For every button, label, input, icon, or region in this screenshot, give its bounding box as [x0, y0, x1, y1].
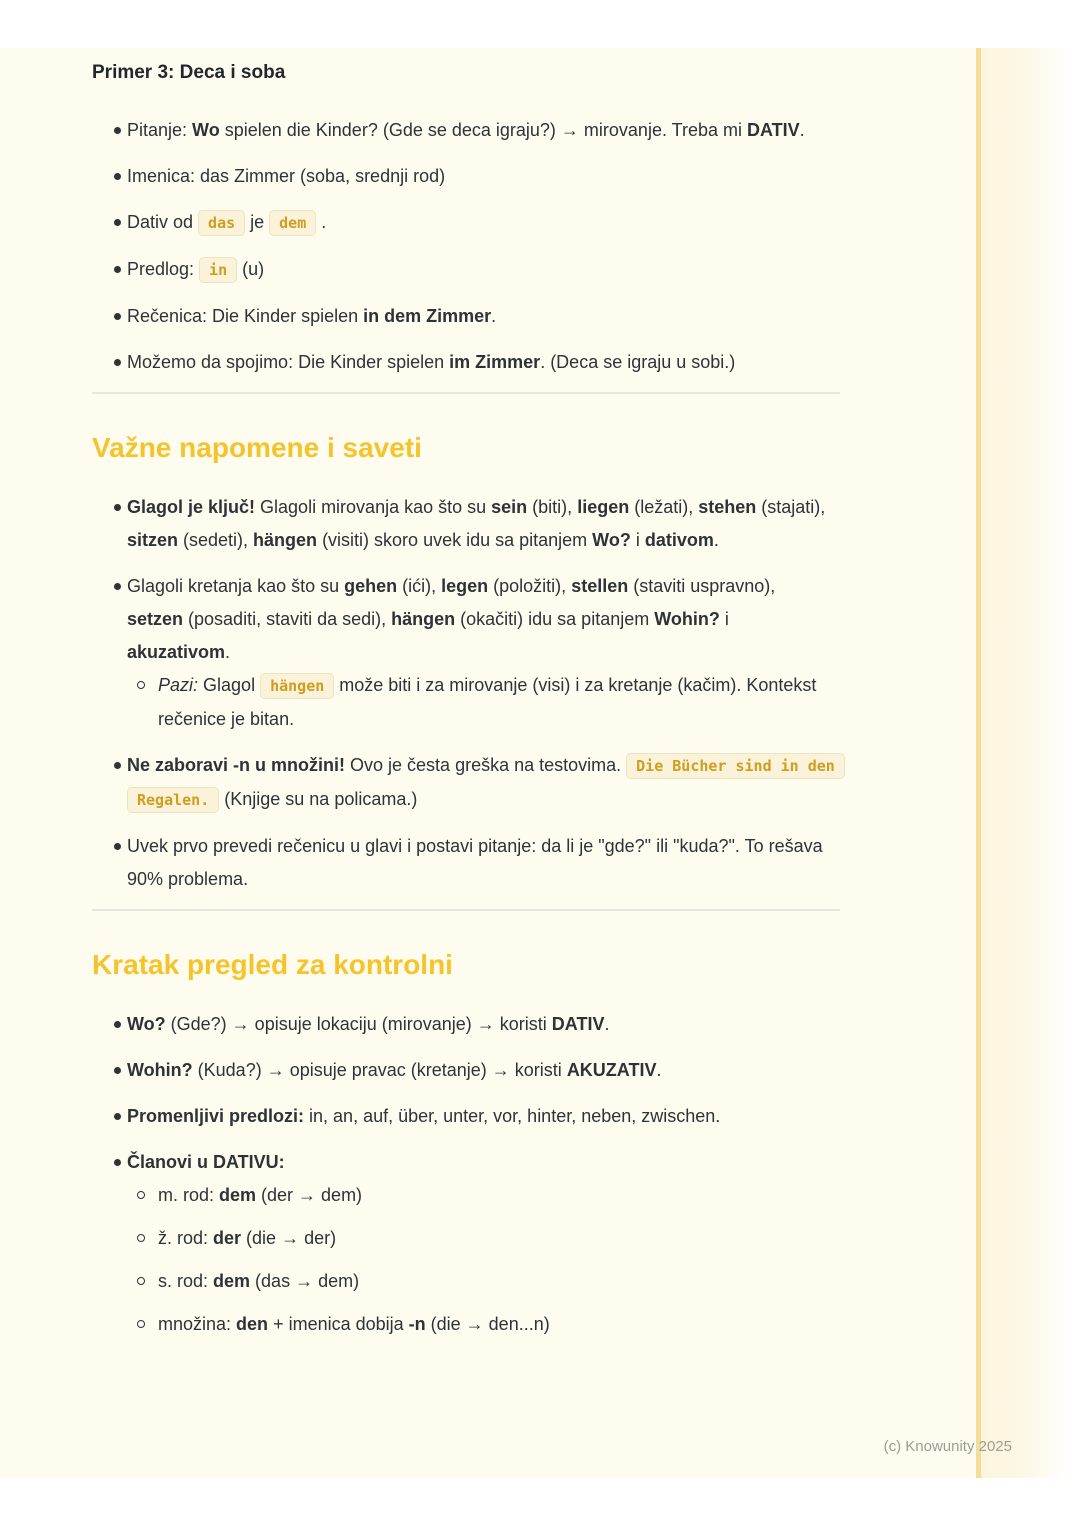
- text-run: (Knjige su na policama.): [219, 789, 418, 809]
- list-item: [127, 1222, 840, 1255]
- text-run: .: [225, 642, 231, 662]
- list-item-text: [127, 830, 835, 896]
- list-item-text: [127, 346, 835, 379]
- text-run: (der → dem): [256, 1185, 363, 1205]
- text-run: Ovo je česta greška na testovima.: [345, 755, 627, 775]
- accent-stripe-fade: [981, 48, 1080, 1478]
- text-run: Možemo da spojimo: Die Kinder spielen: [127, 352, 450, 372]
- text-run: Wohin?: [127, 1060, 193, 1080]
- code-chip: in: [199, 257, 237, 283]
- text-run: Wo: [192, 120, 220, 140]
- list-item-text: [127, 300, 835, 333]
- copyright-footer: (c) Knowunity 2025: [883, 1438, 1012, 1455]
- list-item-text: [158, 1179, 818, 1212]
- text-run: m. rod:: [158, 1185, 220, 1205]
- text-run: Ne zaboravi -n u množini!: [127, 755, 346, 775]
- list-item-text: [127, 253, 835, 287]
- code-chip: das: [198, 210, 245, 236]
- text-run: .: [491, 306, 497, 326]
- list-item-text: [127, 1008, 835, 1041]
- text-run: i: [630, 530, 645, 550]
- text-run: -n: [408, 1314, 426, 1334]
- text-run: Promenljivi predlozi:: [127, 1106, 305, 1126]
- text-run: Pazi:: [158, 675, 199, 695]
- list-item-text: [127, 1100, 835, 1133]
- text-run: .: [656, 1060, 662, 1080]
- list-item-text: [127, 114, 835, 147]
- text-run: Glagol je ključ!: [127, 497, 256, 517]
- list-item-text: [127, 570, 835, 669]
- section-heading: Kratak pregled za kontrolni: [92, 949, 453, 980]
- list-item-text: [158, 669, 818, 736]
- text-run: hängen: [391, 609, 456, 629]
- list-item-text: [158, 1308, 818, 1341]
- code-chip: hängen: [260, 673, 334, 699]
- list-item-text: [158, 1265, 818, 1298]
- text-run: ž. rod:: [158, 1228, 214, 1248]
- list-item-text: [127, 160, 835, 193]
- text-run: (visiti) skoro uvek idu sa pitanjem: [317, 530, 593, 550]
- text-run: (Gde?) → opisuje lokaciju (mirovanje) → koristi: [165, 1014, 552, 1034]
- text-run: Wo?: [127, 1014, 166, 1034]
- text-run: spielen die Kinder? (Gde se deca igraju?) → mirovanje. Treba mi: [219, 120, 747, 140]
- list-item: [92, 346, 840, 379]
- text-run: Glagol: [198, 675, 261, 695]
- text-run: setzen: [127, 609, 184, 629]
- text-run: (staviti uspravno),: [628, 576, 776, 596]
- text-run: (stajati),: [756, 497, 826, 517]
- text-run: DATIV: [551, 1014, 605, 1034]
- text-run: . (Deca se igraju u sobi.): [540, 352, 736, 372]
- list-item: [92, 253, 840, 287]
- text-run: Wo?: [592, 530, 631, 550]
- divider: [92, 392, 840, 394]
- text-run: Rečenica: Die Kinder spielen: [127, 306, 364, 326]
- text-run: (u): [237, 259, 265, 279]
- text-run: (položiti),: [488, 576, 572, 596]
- text-run: AKUZATIV: [566, 1060, 657, 1080]
- text-run: je: [245, 212, 270, 232]
- text-run: im Zimmer: [449, 352, 541, 372]
- list-item: [92, 1054, 840, 1087]
- list-item: [92, 1100, 840, 1133]
- list-item-text: [127, 491, 835, 557]
- text-run: stehen: [698, 497, 757, 517]
- text-run: akuzativom: [127, 642, 226, 662]
- list-item: [127, 669, 840, 736]
- text-run: i: [719, 609, 729, 629]
- code-chip: Die Bücher sind in den Regalen.: [127, 753, 845, 813]
- list-item: [92, 160, 840, 193]
- text-run: .: [713, 530, 719, 550]
- list-item: [92, 114, 840, 147]
- text-run: gehen: [344, 576, 398, 596]
- text-run: den: [236, 1314, 269, 1334]
- text-run: dativom: [644, 530, 714, 550]
- list-item-text: [158, 1222, 818, 1255]
- text-run: Dativ od: [127, 212, 199, 232]
- bullet-list: [92, 114, 840, 379]
- sub-list: [127, 669, 840, 736]
- section-heading: Važne napomene i saveti: [92, 432, 422, 463]
- text-run: Članovi u DATIVU:: [127, 1152, 285, 1172]
- list-item-text: [127, 1146, 835, 1179]
- list-item: [92, 206, 840, 240]
- text-run: (ići),: [397, 576, 442, 596]
- text-run: in dem Zimmer: [363, 306, 492, 326]
- text-run: liegen: [577, 497, 630, 517]
- bullet-list: [92, 491, 840, 896]
- text-run: (die → der): [241, 1228, 337, 1248]
- list-item: [92, 1008, 840, 1041]
- code-chip: dem: [269, 210, 316, 236]
- list-item: [127, 1179, 840, 1212]
- text-run: Imenica: das Zimmer (soba, srednji rod): [127, 166, 446, 186]
- list-item: [92, 570, 840, 736]
- text-run: (die → den...n): [425, 1314, 550, 1334]
- text-run: Uvek prvo prevedi rečenicu u glavi i postavi pitanje: da li je "gde?" ili "kuda?". To rešava 90% problema.: [127, 836, 823, 889]
- text-run: dem: [219, 1185, 257, 1205]
- text-run: množina:: [158, 1314, 237, 1334]
- text-run: .: [604, 1014, 610, 1034]
- list-item: [92, 1146, 840, 1341]
- list-item: [127, 1308, 840, 1341]
- text-run: (Kuda?) → opisuje pravac (kretanje) → koristi: [192, 1060, 567, 1080]
- text-run: (posaditi, staviti da sedi),: [183, 609, 392, 629]
- sub-list: [127, 1179, 840, 1341]
- text-run: s. rod:: [158, 1271, 214, 1291]
- text-run: (biti),: [527, 497, 578, 517]
- text-run: može biti i za mirovanje (visi) i za kretanje (kačim). Kontekst rečenice je bitan.: [158, 675, 817, 729]
- text-run: DATIV: [746, 120, 800, 140]
- bullet-list: [92, 1008, 840, 1341]
- text-run: stellen: [571, 576, 629, 596]
- text-run: (okačiti) idu sa pitanjem: [455, 609, 655, 629]
- list-item: [92, 749, 840, 817]
- list-item-text: [127, 206, 835, 240]
- text-run: der: [213, 1228, 242, 1248]
- text-run: Predlog:: [127, 259, 200, 279]
- text-run: in, an, auf, über, unter, vor, hinter, neben, zwischen.: [304, 1106, 721, 1126]
- text-run: hängen: [253, 530, 318, 550]
- text-run: (sedeti),: [178, 530, 254, 550]
- text-run: sein: [491, 497, 528, 517]
- list-item-text: [127, 749, 835, 817]
- list-item: [92, 300, 840, 333]
- text-run: .: [799, 120, 805, 140]
- document-body: [92, 60, 840, 1354]
- text-run: (ležati),: [629, 497, 699, 517]
- text-run: + imenica dobija: [268, 1314, 409, 1334]
- text-run: sitzen: [127, 530, 179, 550]
- list-item: [92, 830, 840, 896]
- text-run: .: [316, 212, 327, 232]
- text-run: Wohin?: [654, 609, 720, 629]
- text-run: dem: [213, 1271, 251, 1291]
- text-run: Glagoli mirovanja kao što su: [255, 497, 492, 517]
- list-item: [127, 1265, 840, 1298]
- text-run: Glagoli kretanja kao što su: [127, 576, 345, 596]
- text-run: legen: [441, 576, 489, 596]
- example-title: Primer 3: Deca i soba: [92, 62, 286, 83]
- text-run: Pitanje:: [127, 120, 193, 140]
- text-run: (das → dem): [250, 1271, 360, 1291]
- divider: [92, 909, 840, 911]
- list-item-text: [127, 1054, 835, 1087]
- list-item: [92, 491, 840, 557]
